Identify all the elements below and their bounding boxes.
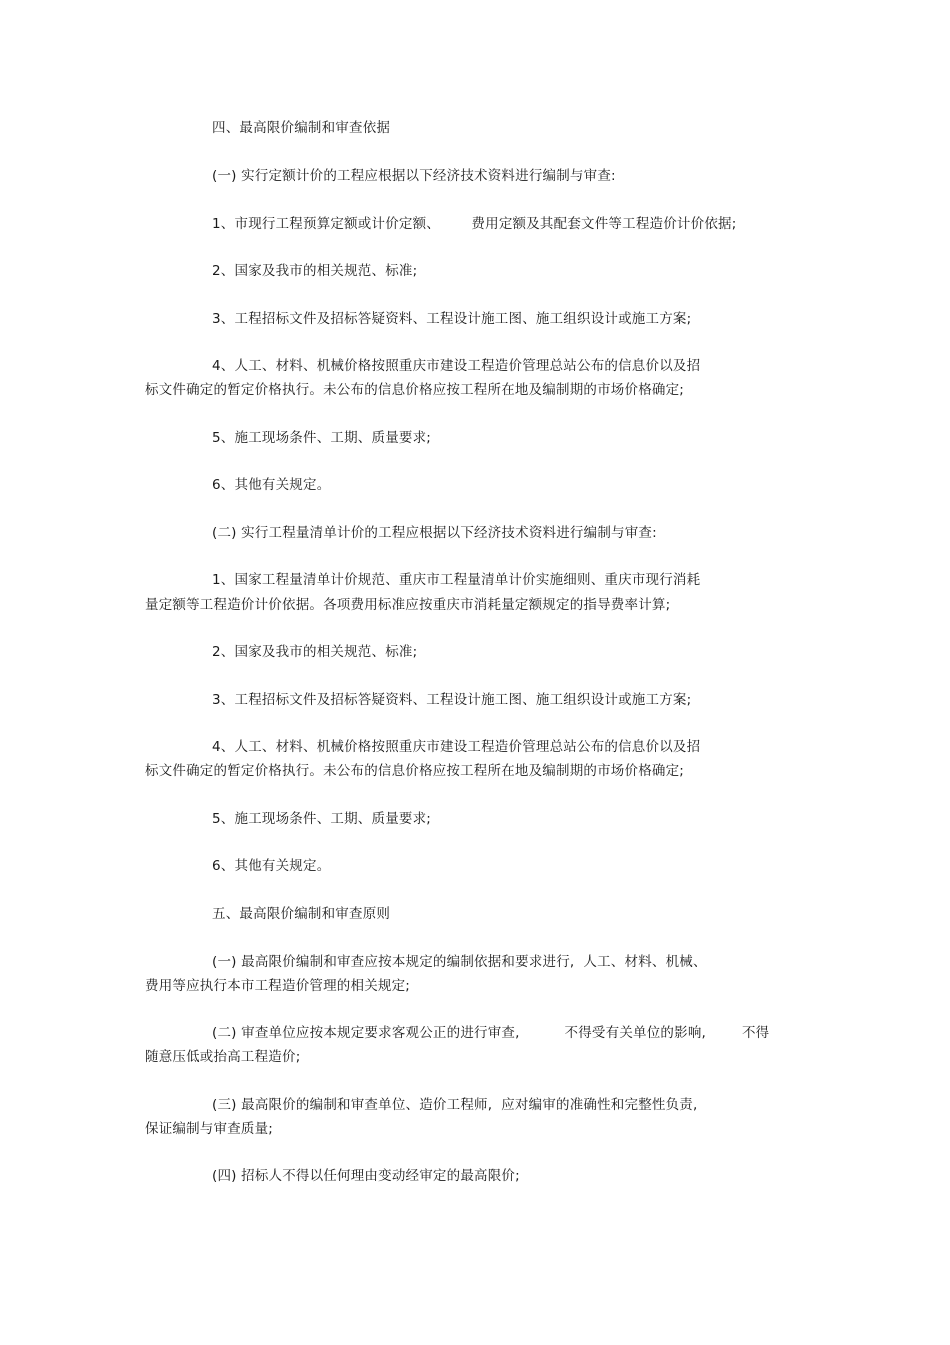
paragraph: (三) 最高限价的编制和审查单位、造价工程师, 应对编审的准确性和完整性负责, bbox=[212, 1097, 698, 1113]
list-item: 3、工程招标文件及招标答疑资料、工程设计施工图、施工组织设计或施工方案; bbox=[212, 692, 692, 708]
list-item: 6、其他有关规定。 bbox=[212, 858, 331, 874]
list-item: 6、其他有关规定。 bbox=[212, 477, 331, 493]
subsection-two-heading: (二) 实行工程量清单计价的工程应根据以下经济技术资料进行编制与审查: bbox=[212, 525, 657, 541]
paragraph: (四) 招标人不得以任何理由变动经审定的最高限价; bbox=[212, 1168, 520, 1184]
paragraph-continuation: 保证编制与审查质量; bbox=[145, 1121, 274, 1137]
paragraph: (一) 最高限价编制和审查应按本规定的编制依据和要求进行, 人工、材料、机械、 bbox=[212, 954, 707, 970]
section-heading-five: 五、最高限价编制和审查原则 bbox=[212, 906, 391, 922]
paragraph: (二) 审查单位应按本规定要求客观公正的进行审查, 不得受有关单位的影响, 不得 bbox=[212, 1025, 770, 1041]
section-heading-four: 四、最高限价编制和审查依据 bbox=[212, 120, 391, 136]
list-item: 4、人工、材料、机械价格按照重庆市建设工程造价管理总站公布的信息价以及招 bbox=[212, 358, 701, 374]
list-item: 2、国家及我市的相关规范、标准; bbox=[212, 263, 418, 279]
list-item: 1、市现行工程预算定额或计价定额、 费用定额及其配套文件等工程造价计价依据; bbox=[212, 216, 737, 232]
list-item: 2、国家及我市的相关规范、标准; bbox=[212, 644, 418, 660]
list-item: 1、国家工程量清单计价规范、重庆市工程量清单计价实施细则、重庆市现行消耗 bbox=[212, 572, 701, 588]
list-item: 5、施工现场条件、工期、质量要求; bbox=[212, 430, 432, 446]
subsection-one-heading: (一) 实行定额计价的工程应根据以下经济技术资料进行编制与审查: bbox=[212, 168, 616, 184]
list-item: 4、人工、材料、机械价格按照重庆市建设工程造价管理总站公布的信息价以及招 bbox=[212, 739, 701, 755]
list-item-continuation: 标文件确定的暂定价格执行。未公布的信息价格应按工程所在地及编制期的市场价格确定; bbox=[145, 382, 685, 398]
list-item-continuation: 量定额等工程造价计价依据。各项费用标准应按重庆市消耗量定额规定的指导费率计算; bbox=[145, 597, 671, 613]
list-item-continuation: 标文件确定的暂定价格执行。未公布的信息价格应按工程所在地及编制期的市场价格确定; bbox=[145, 763, 685, 779]
list-item: 5、施工现场条件、工期、质量要求; bbox=[212, 811, 432, 827]
list-item: 3、工程招标文件及招标答疑资料、工程设计施工图、施工组织设计或施工方案; bbox=[212, 311, 692, 327]
paragraph-continuation: 费用等应执行本市工程造价管理的相关规定; bbox=[145, 978, 411, 994]
paragraph-continuation: 随意压低或抬高工程造价; bbox=[145, 1049, 301, 1065]
